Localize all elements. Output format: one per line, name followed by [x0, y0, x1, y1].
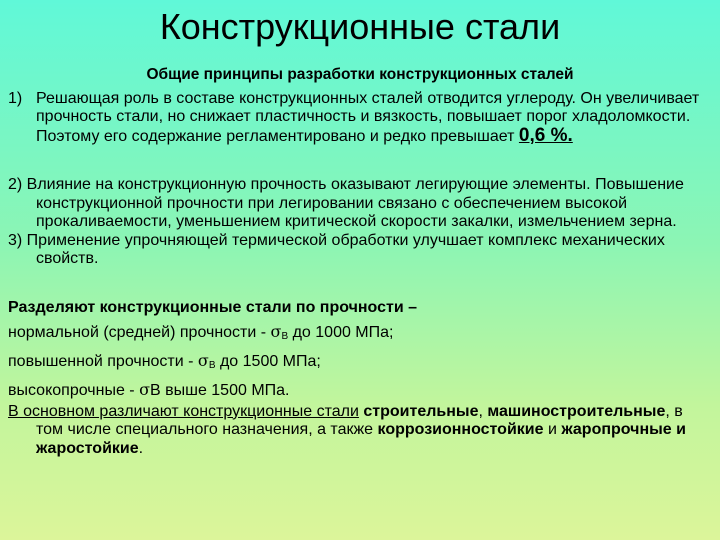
steel-types-paragraph — [8, 403, 712, 459]
list-item-1 — [8, 90, 712, 147]
steel-types-lead: В основном различают конструкционные стали — [8, 402, 359, 420]
strength-limit: В выше 1500 МПа. — [149, 381, 290, 399]
type-heat-resistant: жаропрочные и жаростойкие — [36, 421, 686, 457]
item-number: 1) — [8, 89, 23, 107]
type-construction: строительные — [363, 402, 479, 420]
strength-limit: до 1500 МПа; — [215, 352, 321, 370]
strength-ultra — [8, 378, 712, 403]
text-fragment: . — [138, 439, 144, 457]
sigma-subscript: В — [281, 330, 289, 342]
section-heading: Общие принципы разработки конструкционных сталей — [146, 66, 574, 83]
slide-title: Конструкционные стали — [159, 6, 561, 47]
sigma-symbol: σ — [139, 379, 150, 399]
sigma-symbol: σ — [270, 321, 282, 341]
slide-content — [8, 66, 712, 458]
text-fragment: и — [543, 421, 562, 438]
strength-normal — [8, 320, 712, 349]
classification-heading: Разделяют конструкционные стали по прочности – — [8, 298, 418, 316]
separator: , — [478, 402, 488, 420]
strength-label: повышенной прочности - — [8, 352, 198, 370]
item-text: Решающая роль в составе конструкционных сталей отводится углероду. Он увеличивает прочность стали, но снижает пластичность и вязкость, повышает порог хладоломкости. Поэтому его содержание регламентировано и редко превышает — [36, 89, 700, 145]
strength-limit: до 1000 МПа; — [288, 323, 394, 341]
text-fragment: , в том числе специального назначения, а также — [36, 402, 683, 438]
list-item-3: 3) Применение упрочняющей термической обработки улучшает комплекс механических свойств. — [8, 231, 665, 267]
type-machine-building: машиностроительные — [487, 402, 666, 420]
sigma-subscript: В — [208, 359, 216, 371]
strength-label: высокопрочные - — [8, 381, 140, 399]
sigma-symbol: σ — [197, 350, 209, 370]
carbon-limit-value: 0,6 %. — [518, 124, 573, 146]
type-corrosion-resistant: коррозионностойкие — [377, 421, 544, 438]
list-item-2: 2) Влияние на конструкционную прочность оказывают легирующие элементы. Повышение конструкционной прочности при легировании связано с обеспечением высокой прокаливаемости, уменьшением критической скорости закалки, измельчением зерна. — [8, 176, 684, 230]
strength-high — [8, 349, 712, 378]
strength-label: нормальной (средней) прочности - — [8, 323, 271, 341]
